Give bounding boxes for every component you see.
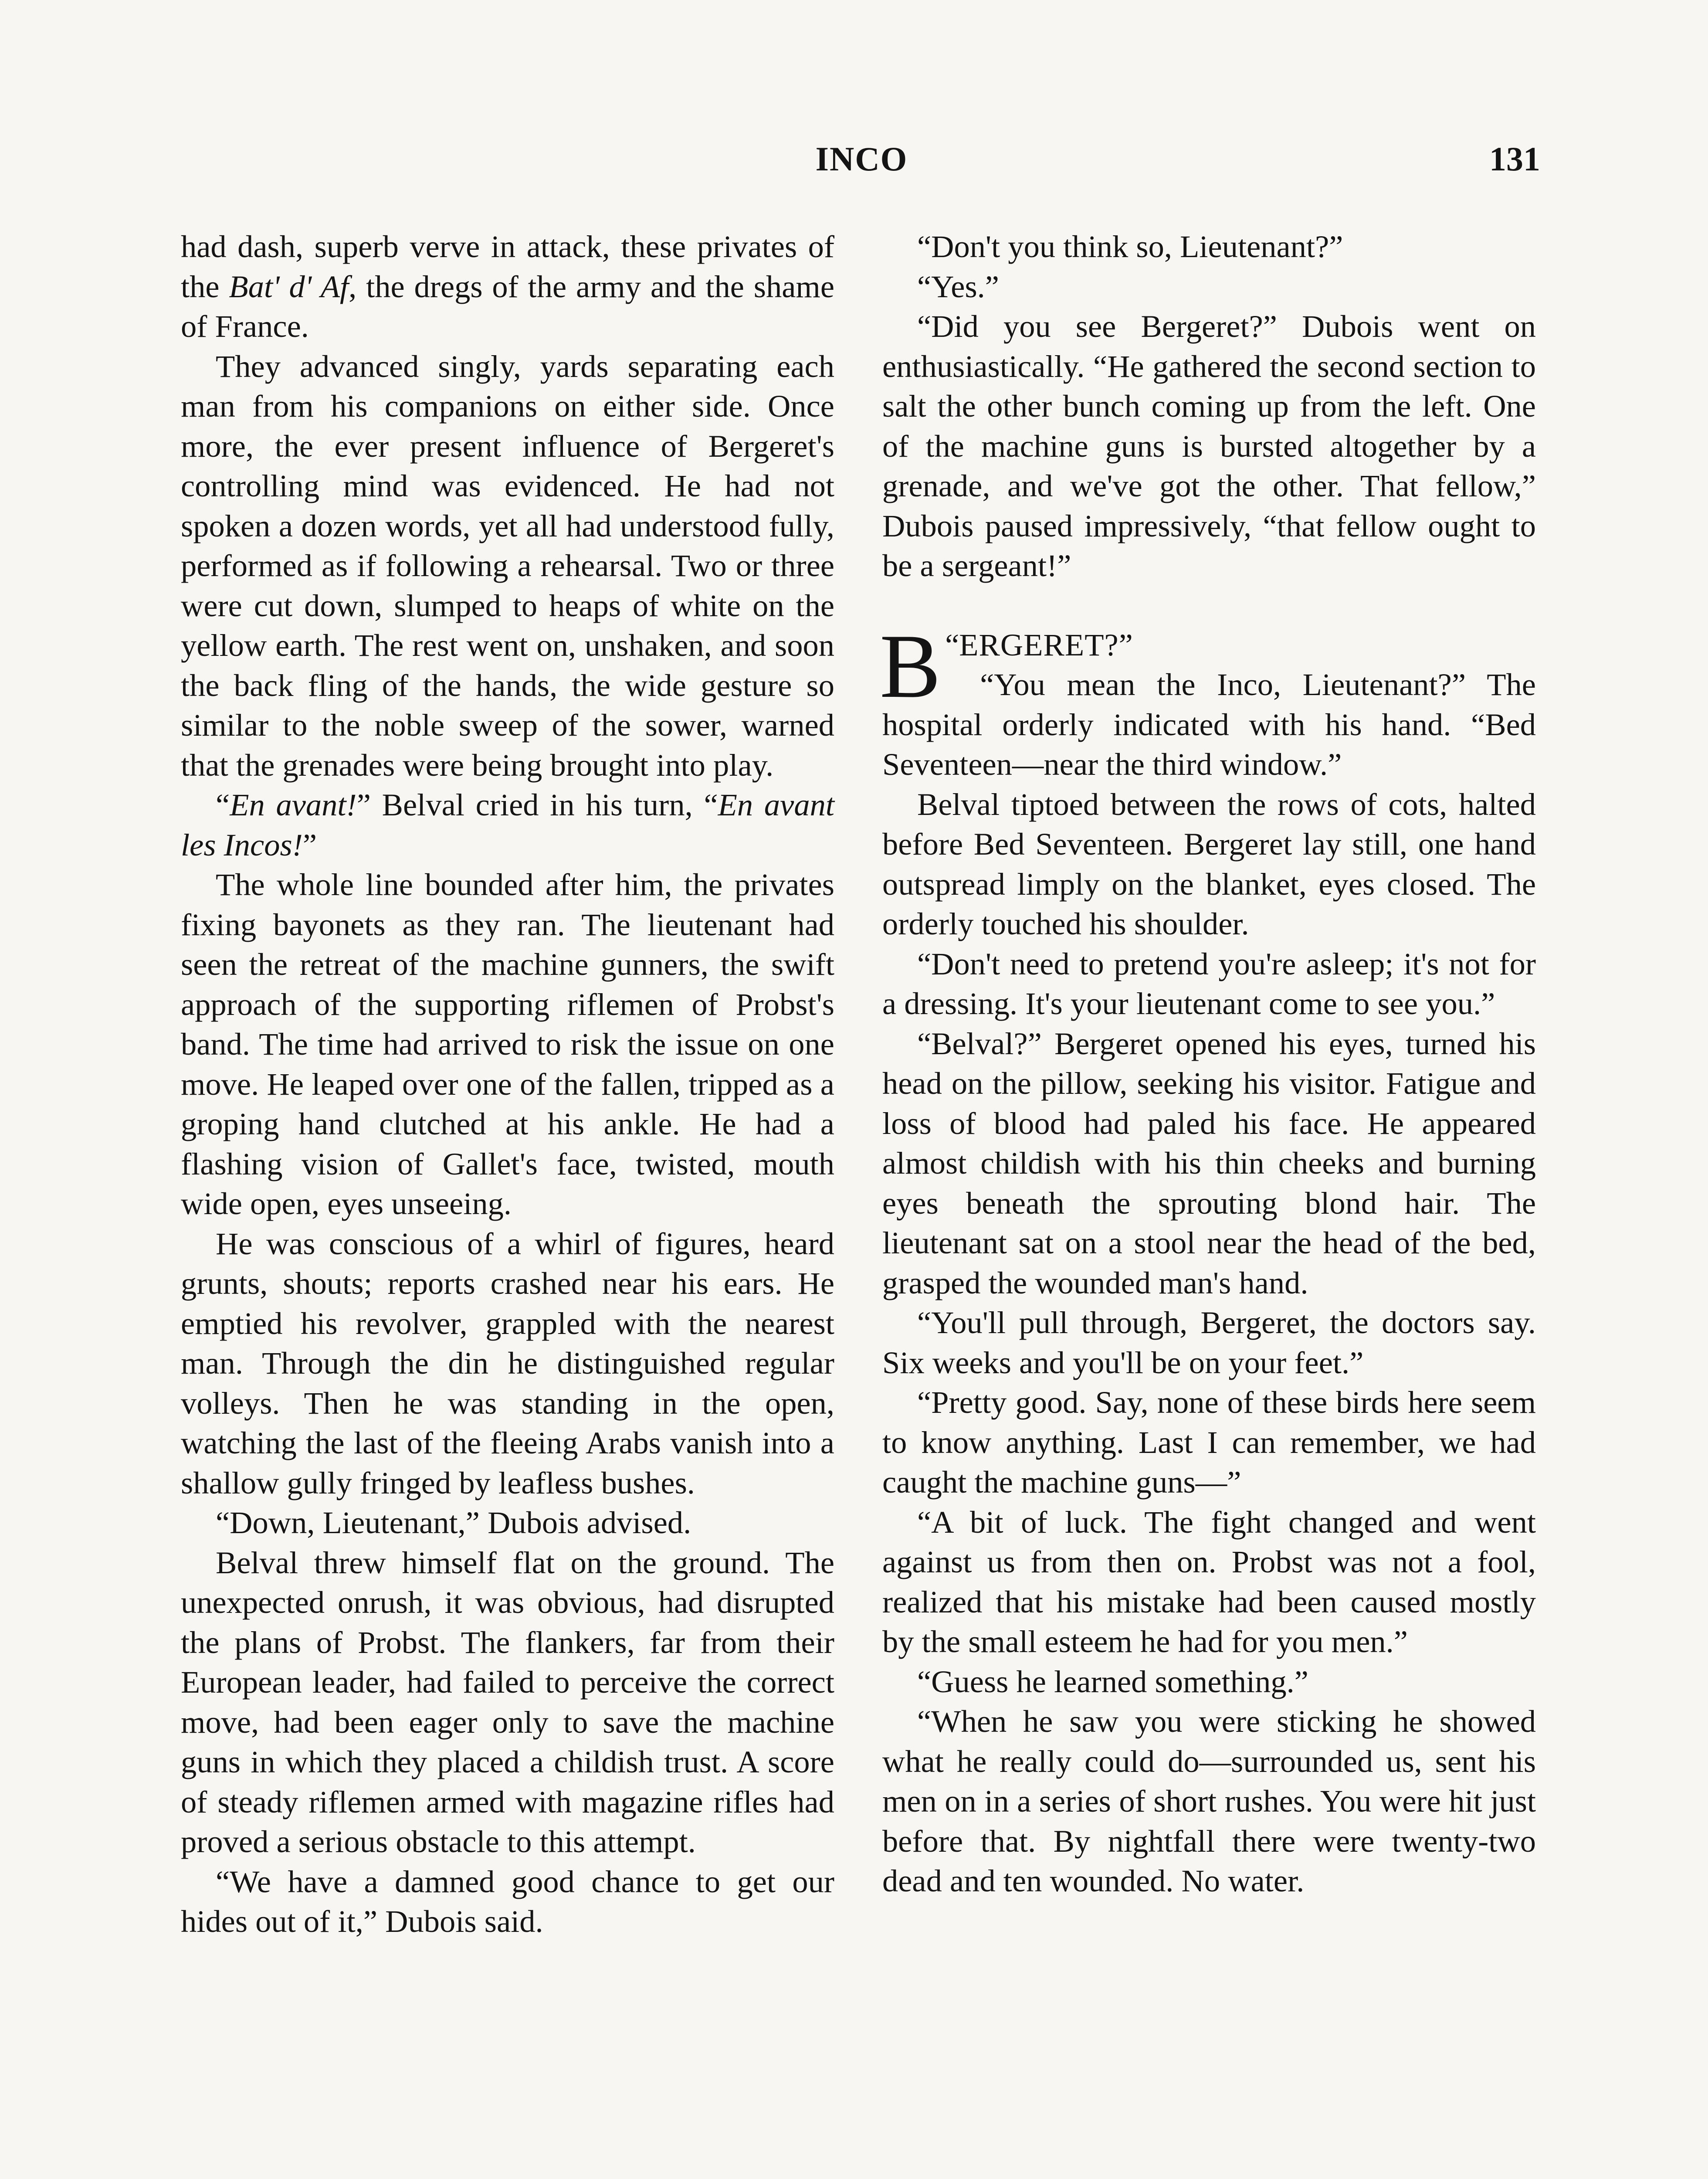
opening-caps: ERGERET?” (959, 627, 1133, 662)
italic-text: En avant les Incos! (181, 787, 835, 862)
paragraph: “Did you see Bergeret?” Dubois went on enthusiastically. “He gathered the second section to salt the other bunch coming up from the left. One of the machine guns is bursted altogether by a grenade, and we've got the other. That fellow,” Dubois paused impressively, “that fellow ought to be a sergeant!” (882, 309, 1536, 583)
paragraph (181, 227, 834, 346)
italic-text: En avant! (230, 787, 357, 822)
paragraph: “When he saw you were sticking he showed what he really could do—surrounded us, sent his men on in a series of short rushes. You were hit just before that. By nightfall there were twenty-two dead and ten wounded. No water. (882, 1704, 1536, 1898)
paragraph: “Yes.” (917, 268, 999, 304)
text-run: , the dregs of the army and the shame of France. (181, 268, 835, 344)
paragraph (181, 785, 834, 865)
paragraph: “Belval?” Bergeret opened his eyes, turned his head on the pillow, seeking his visitor. Fatigue and loss of blood had paled his face. He appeared almost childish with his thin cheeks and burning eyes beneath the sprouting blond hair. The lieutenant sat on a stool near the head of the bed, grasped the wounded man's hand. (882, 1025, 1536, 1300)
page-header (183, 139, 1540, 192)
paragraph: Belval tiptoed between the rows of cots, halted before Bed Seventeen. Bergeret lay still, one hand outspread limply on the blanket, eyes closed. The orderly touched his shoulder. (882, 786, 1536, 941)
paragraph: “You'll pull through, Bergeret, the doctors say. Six weeks and you'll be on your feet.” (882, 1305, 1536, 1380)
paragraph: “Don't you think so, Lieutenant?” (917, 229, 1343, 264)
paragraph: They advanced singly, yards separating each man from his companions on either side. Once more, the ever present influence of Bergeret's controlling mind was evidenced. He had not spoken a dozen words, yet all had understood fully, performed as if following a rehearsal. Two or three were cut down, slumped to heaps of white on the yellow earth. The rest went on, unshaken, and soon the back fling of the hands, the wide gesture so similar to the noble sweep of the sower, warned that the grenades were being brought into play. (181, 348, 834, 783)
text-run: “ (216, 787, 230, 822)
section-opening-paragraph (880, 615, 1536, 784)
right-column (882, 227, 1536, 1901)
drop-cap: B (880, 615, 941, 717)
opening-quote: “ (945, 627, 959, 662)
text-run: had dash, superb verve in attack, these privates of the (181, 229, 834, 304)
paragraph: He was conscious of a whirl of figures, heard grunts, shouts; reports crashed near his ears. He emptied his revolver, grappled with the nearest man. Through the din he distinguished regular volleys. Then he was standing in the open, watching the last of the fleeing Arabs vanish into a shallow gully fringed by leafless bushes. (181, 1225, 834, 1500)
paragraph: “Don't need to pretend you're asleep; it's not for a dressing. It's your lieutenant come to see you.” (882, 946, 1536, 1021)
left-column (181, 227, 834, 1941)
paragraph: “Down, Lieutenant,” Dubois advised. (216, 1505, 691, 1540)
paragraph: “A bit of luck. The fight changed and went against us from then on. Probst was not a fool, realized that his mistake had been caused mostly by the small esteem he had for you men.” (882, 1504, 1536, 1659)
paragraph: “Guess he learned something.” (917, 1663, 1308, 1699)
paragraph: “We have a damned good chance to get our hides out of it,” Dubois said. (181, 1863, 834, 1939)
paragraph: Belval threw himself flat on the ground. The unexpected onrush, it was obvious, had disrupted the plans of Probst. The flankers, far from their European leader, had failed to perceive the correct move, had been eager only to save the machine guns in which they placed a childish trust. A score of steady riflemen armed with magazine rifles had proved a serious obstacle to this attempt. (181, 1544, 834, 1859)
text-run: ” Belval cried in his turn, “ (356, 787, 718, 822)
italic-text: Bat' d' Af (229, 268, 349, 304)
running-title: INCO (815, 140, 908, 178)
paragraph: The whole line bounded after him, the privates fixing bayonets as they ran. The lieutenant had seen the retreat of the machine gunners, the swift approach of the supporting riflemen of Probst's band. The time had arrived to risk the issue on one move. He leaped over one of the fallen, tripped as a groping hand clutched at his ankle. He had a flashing vision of Gallet's face, twisted, mouth wide open, eyes unseeing. (181, 867, 834, 1221)
paragraph: “Pretty good. Say, none of these birds here seem to know anything. Last I can remember, we had caught the machine guns—” (882, 1385, 1536, 1500)
page-number: 131 (1489, 140, 1540, 178)
text-run: “You mean the Inco, Lieutenant?” The hospital orderly indicated with his hand. “Bed Seventeen—near the third window.” (882, 667, 1536, 782)
text-run: ” (302, 827, 317, 862)
